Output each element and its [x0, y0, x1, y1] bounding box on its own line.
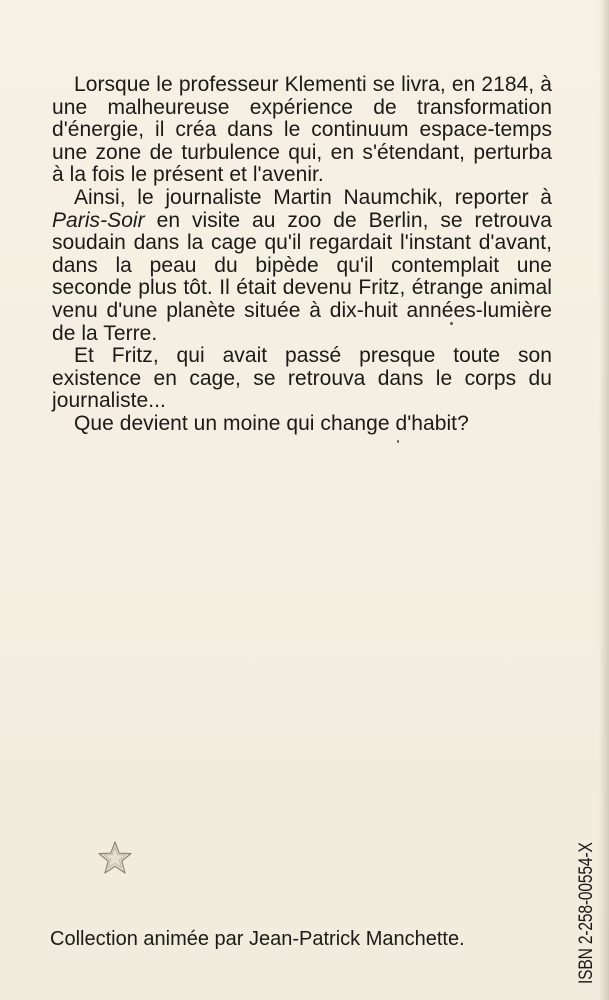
paragraph-2-rest: en visite au zoo de Berlin, se retrouva soudain dans la cage qu'il regardait l'instant d'avant, dans la peau du bipède qu'il contemplait une seconde plus tôt. Il était devenu Fritz, étrange animal venu d'une planète située à dix-huit années-lumière de la Terre. — [52, 208, 552, 345]
blurb-paragraph-2 — [52, 187, 552, 345]
collection-credit: Collection animée par Jean-Patrick Manchette. — [50, 928, 465, 950]
isbn-number: ISBN 2-258-00554-X — [576, 842, 597, 984]
blurb-text — [52, 74, 552, 436]
paper-speck — [397, 440, 399, 443]
blurb-question: Que devient un moine qui change d'habit? — [74, 411, 469, 435]
paragraph-2-lead: Ainsi, le journaliste Martin Naumchik, reporter à — [74, 185, 552, 209]
newspaper-title: Paris-Soir — [52, 208, 145, 232]
page-edge-shadow — [599, 0, 609, 1000]
blurb-paragraph-1: Lorsque le professeur Klementi se livra, en 2184, à une malheureuse expérience de transformation d'énergie, il créa dans le continuum espace-temps une zone de turbulence qui, en s'étendant, perturba à la fois le présent et l'avenir. — [52, 73, 552, 187]
paper-speck — [450, 322, 453, 325]
blurb-paragraph-3: Et Fritz, qui avait passé presque toute son existence en cage, se retrouva dans le corps du journaliste... — [52, 344, 552, 413]
star-logo-icon — [97, 840, 133, 876]
